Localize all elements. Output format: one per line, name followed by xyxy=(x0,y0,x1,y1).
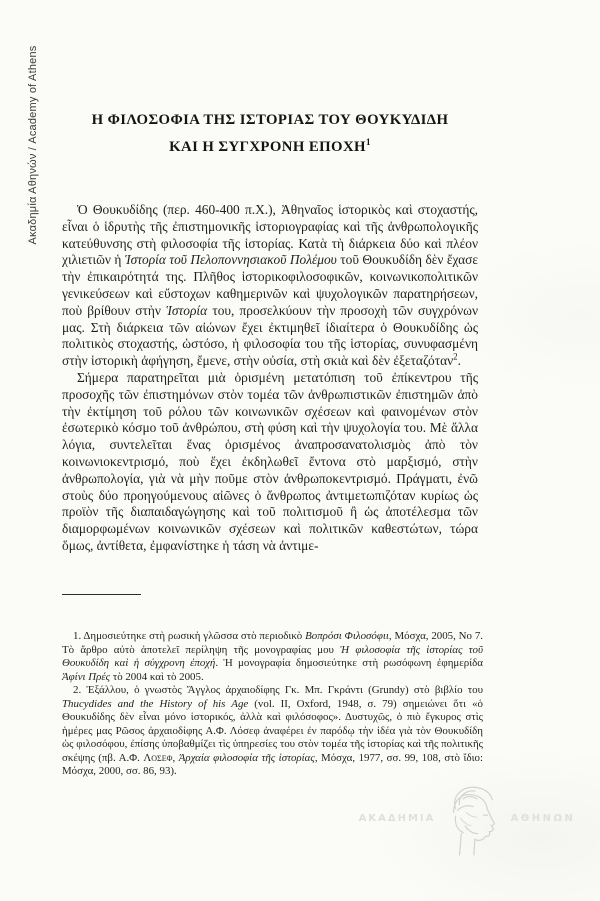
body-paragraph-2: Σήμερα παρατηρεῖται μιὰ ὁρισμένη μετατόπιση τοῦ ἐπίκεντρου τῆς προσοχῆς τῶν ἐπιστημόνων στὸν τομέα τῶν ἀνθρωπιστικῶν ἐπιστημῶν ἀπὸ τὴν ἐκτίμηση τοῦ ρόλου τῶν κοινωνικῶν σχέσεων καὶ φαινομένων στὸν ἐσωτερικὸ κόσμο τοῦ ἀνθρώπου, στὴ φύση καὶ τὴν ψυχολογία του. Μὲ ἄλλα λόγια, συντελεῖται ἕνας ὁρισμένος ἀναπροσανατολισμὸς ἀπὸ τὸν κοινωνιοκεντρισμό, ποὺ ἔχει ἐκδηλωθεῖ ἔντονα στὸ μαρξισμό, στὴν ἀνθρωπολογία, γιὰ νὰ μὴν ποῦμε στὸν ἀνθρωποκεντρισμό. Πράγματι, ἐνῶ στοὺς δύο προηγούμενους αἰῶνες ὁ ἄνθρωπος ἀντιμετωπιζόταν κυρίως ὡς προϊὸν τῆς διαπαιδαγώγησης καὶ τοῦ πολιτισμοῦ ἢ ὡς ἀποτέλεσμα τῶν διαμορφωμένων κοινωνικῶν σχέσεων καὶ πολιτικῶν καθεστώτων, τώρα ὅμως, ἀντίθετα, ἐμφανίστηκε ἡ τάση νὰ ἀντιμε- xyxy=(62,369,478,553)
title-footnote-ref: 1 xyxy=(365,137,371,147)
library-attribution-vertical-label: Ακαδημία Αθηνών / Academy of Athens xyxy=(27,45,39,245)
title-line-2: ΚΑΙ Η ΣΥΓΧΡΟΝΗ ΕΠΟΧΗ xyxy=(169,138,366,155)
page-title xyxy=(62,109,478,158)
body-paragraph-1: Ὁ Θουκυδίδης (περ. 460-400 π.Χ.), Ἀθηναῖος ἱστορικὸς καὶ στοχαστής, εἶναι ὁ ἱδρυτὴς τῆς ἐπιστημονικῆς ἱστοριογραφίας καὶ τῆς ἀνθρωπολογικῆς κατεύθυνσης στὴ φιλοσοφία τῆς ἱστορίας. Κατὰ τὴ διάρκεια δύο καὶ πλέον χιλιετιῶν ἡ Ἱστορία τοῦ Πελοποννησιακοῦ Πολέμου τοῦ Θουκυδίδη δὲν ἔχασε τὴν ἐπικαιρότητά της. Πλῆθος ἱστορικοφιλοσοφικῶν, κοινωνικοπολιτικῶν γενικεύσεων καὶ εὔστοχων καθημερινῶν καὶ ψυχολογικῶν παρατηρήσεων, ποὺ βρίθουν στὴν Ἱστορία του, προσελκύουν τὴν προσοχὴ τῶν συγχρόνων μας. Στὴ διάρκεια τῶν αἰώνων ἔχει ἐκτιμηθεῖ ἰδιαίτερα ὁ Θουκυδίδης ὡς πολιτικὸς στοχαστής, ὡστόσο, ἡ φιλοσοφία του τῆς ἱστορίας, συνυφασμένη στὴν ἱστορικὴ ἀφήγηση, ἔμενε, στὴν οὐσία, στὴ σκιὰ καὶ δὲν ἐξεταζόταν$^2$. xyxy=(62,202,478,369)
title-line-1: Η ΦΙΛΟΣΟΦΙΑ ΤΗΣ ΙΣΤΟΡΙΑΣ ΤΟΥ ΘΟΥΚΥΔΙΔΗ xyxy=(91,112,449,128)
footnote-item-1: 1. Δημοσιεύτηκε στὴ ρωσικὴ γλῶσσα στὸ περιοδικὸ Βοπρόσι Φιλοσόφιι, Μόσχα, 2005, Νο 7. Τὸ ἄρθρο αὐτὸ ἀποτελεῖ περίληψη τῆς μονογραφίας μου Ἡ φιλοσοφία τῆς ἱστορίας τοῦ Θουκυδίδη καὶ ἡ σύγχρονη ἐποχή. Ἡ μονογραφία δημοσιεύτηκε στὴ ρωσόφωνη ἐφημερίδα Ἀφίνι Πρές τὸ 2004 καὶ τὸ 2005. xyxy=(62,630,483,683)
stamp-text-athinon: ΑΘΗΝΩΝ xyxy=(510,813,576,824)
athena-head-icon xyxy=(442,783,500,861)
footnote-item-2: 2. Ἐξάλλου, ὁ γνωστὸς Ἄγγλος ἀρχαιοδίφης Γκ. Μπ. Γκράντι (Grundy) στὸ βιβλίο του Thucydides and the History of his Age (vol. II, Oxford, 1948, σ. 79) σημειώνει ὅτι «ὁ Θουκυδίδης δὲν εἶναι μόνο ἱστορικός, ἀλλὰ καὶ φιλόσοφος». Δυστυχῶς, ὁ πιὸ ἔγκυρος στὶς ἡμέρες μας Ρῶσος ἀρχαιοδίφης Α.Φ. Λόσεφ ἀναφέρει ἐν παρόδῳ τὴν ἰδέα γιὰ τὸν Θουκυδίδη ὡς φιλοσόφου, ἐπίσης ὑποβαθμίζει τὶς ὑπηρεσίες του στὸν τομέα τῆς ἱστορίας καὶ τῆς πολιτικῆς σκέψης (πβ. Α.Φ. Λοσεφ, Ἀρχαία φιλοσοφία τῆς ἱστορίας, Μόσχα, 1977, σσ. 99, 108, στὸ ἴδιο: Μόσχα, 2000, σσ. 86, 93). xyxy=(62,684,484,777)
footnotes-block xyxy=(62,630,483,779)
article-body xyxy=(62,202,478,555)
footnote-separator-rule xyxy=(62,594,141,595)
stamp-text-akadimia: ΑΚΑΔΗΜΙΑ xyxy=(358,813,436,824)
